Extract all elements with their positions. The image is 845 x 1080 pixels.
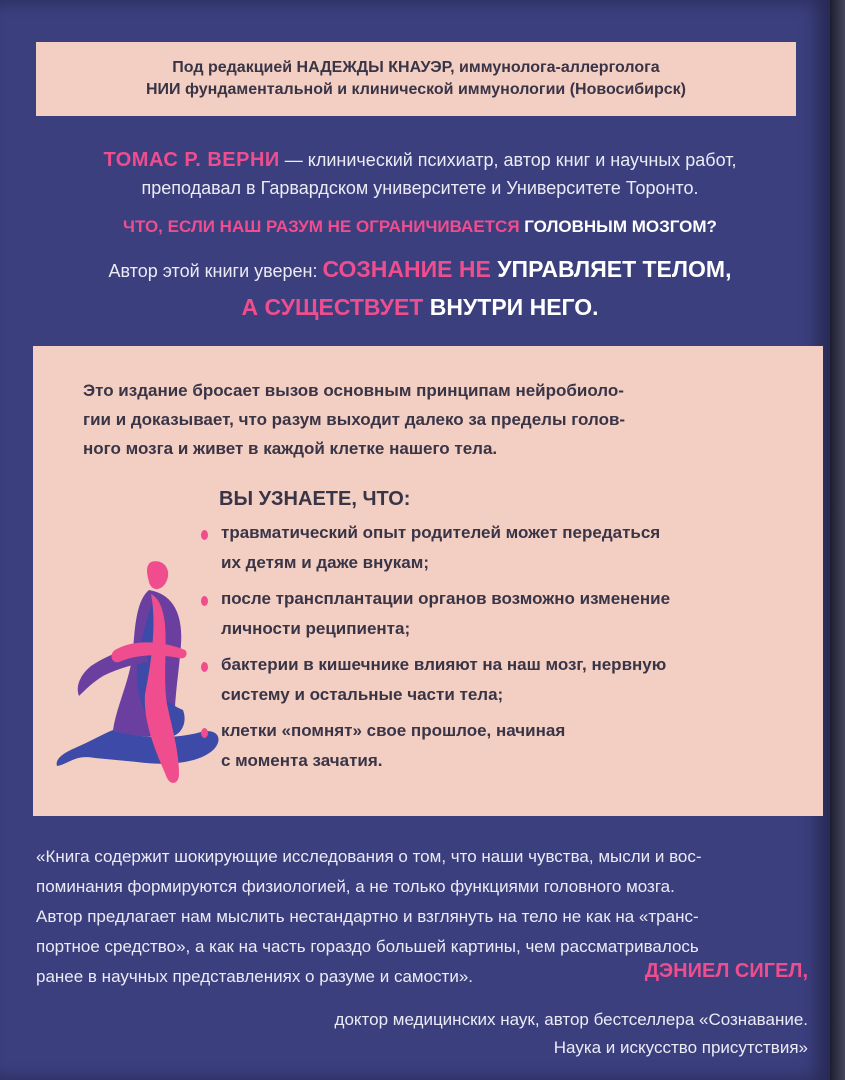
book-spine-edge (830, 0, 845, 1080)
bullet-2-line-2: личности реципиента; (221, 619, 411, 638)
author-desc-1: — клинический психиатр, автор книг и научных работ, (279, 150, 737, 170)
question-part-2: ГОЛОВНЫМ МОЗГОМ? (524, 217, 717, 236)
author-bio (40, 146, 800, 202)
bullet-dot-icon (201, 728, 208, 738)
bullet-4-line-1: клетки «помнят» свое прошлое, начиная (221, 721, 566, 740)
list-item (201, 584, 761, 644)
bullet-dot-icon (201, 530, 208, 540)
author-claim (40, 252, 800, 328)
learn-list (201, 518, 761, 782)
quote-line-5: ранее в научных представлениях о разуме и самости». (36, 967, 474, 986)
reviewer-desc-2: Наука и искусство присутствия» (553, 1038, 808, 1057)
lead-line-3: ного мозга и живет в каждой клетке нашего тела. (83, 439, 498, 458)
description-box (33, 346, 823, 816)
lead-paragraph (83, 376, 773, 463)
bullet-4-line-2: с момента зачатия. (221, 751, 383, 770)
quote-line-4: портное средство», а как на часть гораздо большей картины, чем рассматривалось (36, 937, 699, 956)
bullet-dot-icon (201, 596, 208, 606)
quote-line-3: Автор предлагает нам мыслить нестандартно и взглянуть на тело не как на «транс- (36, 907, 699, 926)
reviewer-desc-1: доктор медицинских наук, автор бестселлера «Сознавание. (334, 1010, 808, 1029)
lead-line-1: Это издание бросает вызов основным принципам нейробиоло- (83, 381, 624, 400)
author-desc-2: преподавал в Гарвардском университете и Университете Торонто. (141, 178, 699, 198)
reviewer-description (335, 1006, 808, 1062)
claim-pink-2: А СУЩЕСТВУЕТ (241, 294, 430, 320)
headline-question (40, 214, 800, 240)
quote-line-1: «Книга содержит шокирующие исследования о том, что наши чувства, мысли и вос- (36, 847, 702, 866)
editor-box (36, 42, 796, 116)
learn-title: ВЫ УЗНАЕТЕ, ЧТО: (219, 488, 411, 510)
bullet-dot-icon (201, 662, 208, 672)
question-part-1: ЧТО, ЕСЛИ НАШ РАЗУМ НЕ ОГРАНИЧИВАЕТСЯ (123, 217, 525, 236)
bullet-1-line-1: травматический опыт родителей может передаться (221, 523, 661, 542)
list-item (201, 518, 761, 578)
reviewer-name: ДЭНИЕЛ СИГЕЛ, (644, 960, 808, 982)
editor-line-2: НИИ фундаментальной и клинической иммунологии (Новосибирск) (145, 81, 686, 98)
bullet-2-line-1: после трансплантации органов возможно изменение (221, 589, 671, 608)
bullet-3-line-1: бактерии в кишечнике влияют на наш мозг, нервную (221, 655, 667, 674)
claim-pink-1: СОЗНАНИЕ НЕ (322, 256, 498, 282)
bullet-1-line-2: их детям и даже внукам; (221, 553, 429, 572)
author-name: ТОМАС Р. ВЕРНИ (103, 149, 280, 171)
bullet-3-line-2: систему и остальные части тела; (221, 685, 504, 704)
claim-white-2: ВНУТРИ НЕГО. (429, 294, 599, 320)
seated-figure-illustration (55, 554, 225, 784)
editor-line-1: Под редакцией НАДЕЖДЫ КНАУЭР, иммунолога-аллерголога (172, 59, 660, 76)
quote-line-2: поминания формируются физиологией, а не только функциями головного мозга. (36, 877, 675, 896)
lead-line-2: гии и доказывает, что разум выходит далеко за пределы голов- (83, 410, 626, 429)
claim-intro: Автор этой книги уверен: (108, 261, 323, 281)
list-item (201, 716, 761, 776)
claim-white-1: УПРАВЛЯЕТ ТЕЛОМ, (497, 256, 732, 282)
list-item (201, 650, 761, 710)
